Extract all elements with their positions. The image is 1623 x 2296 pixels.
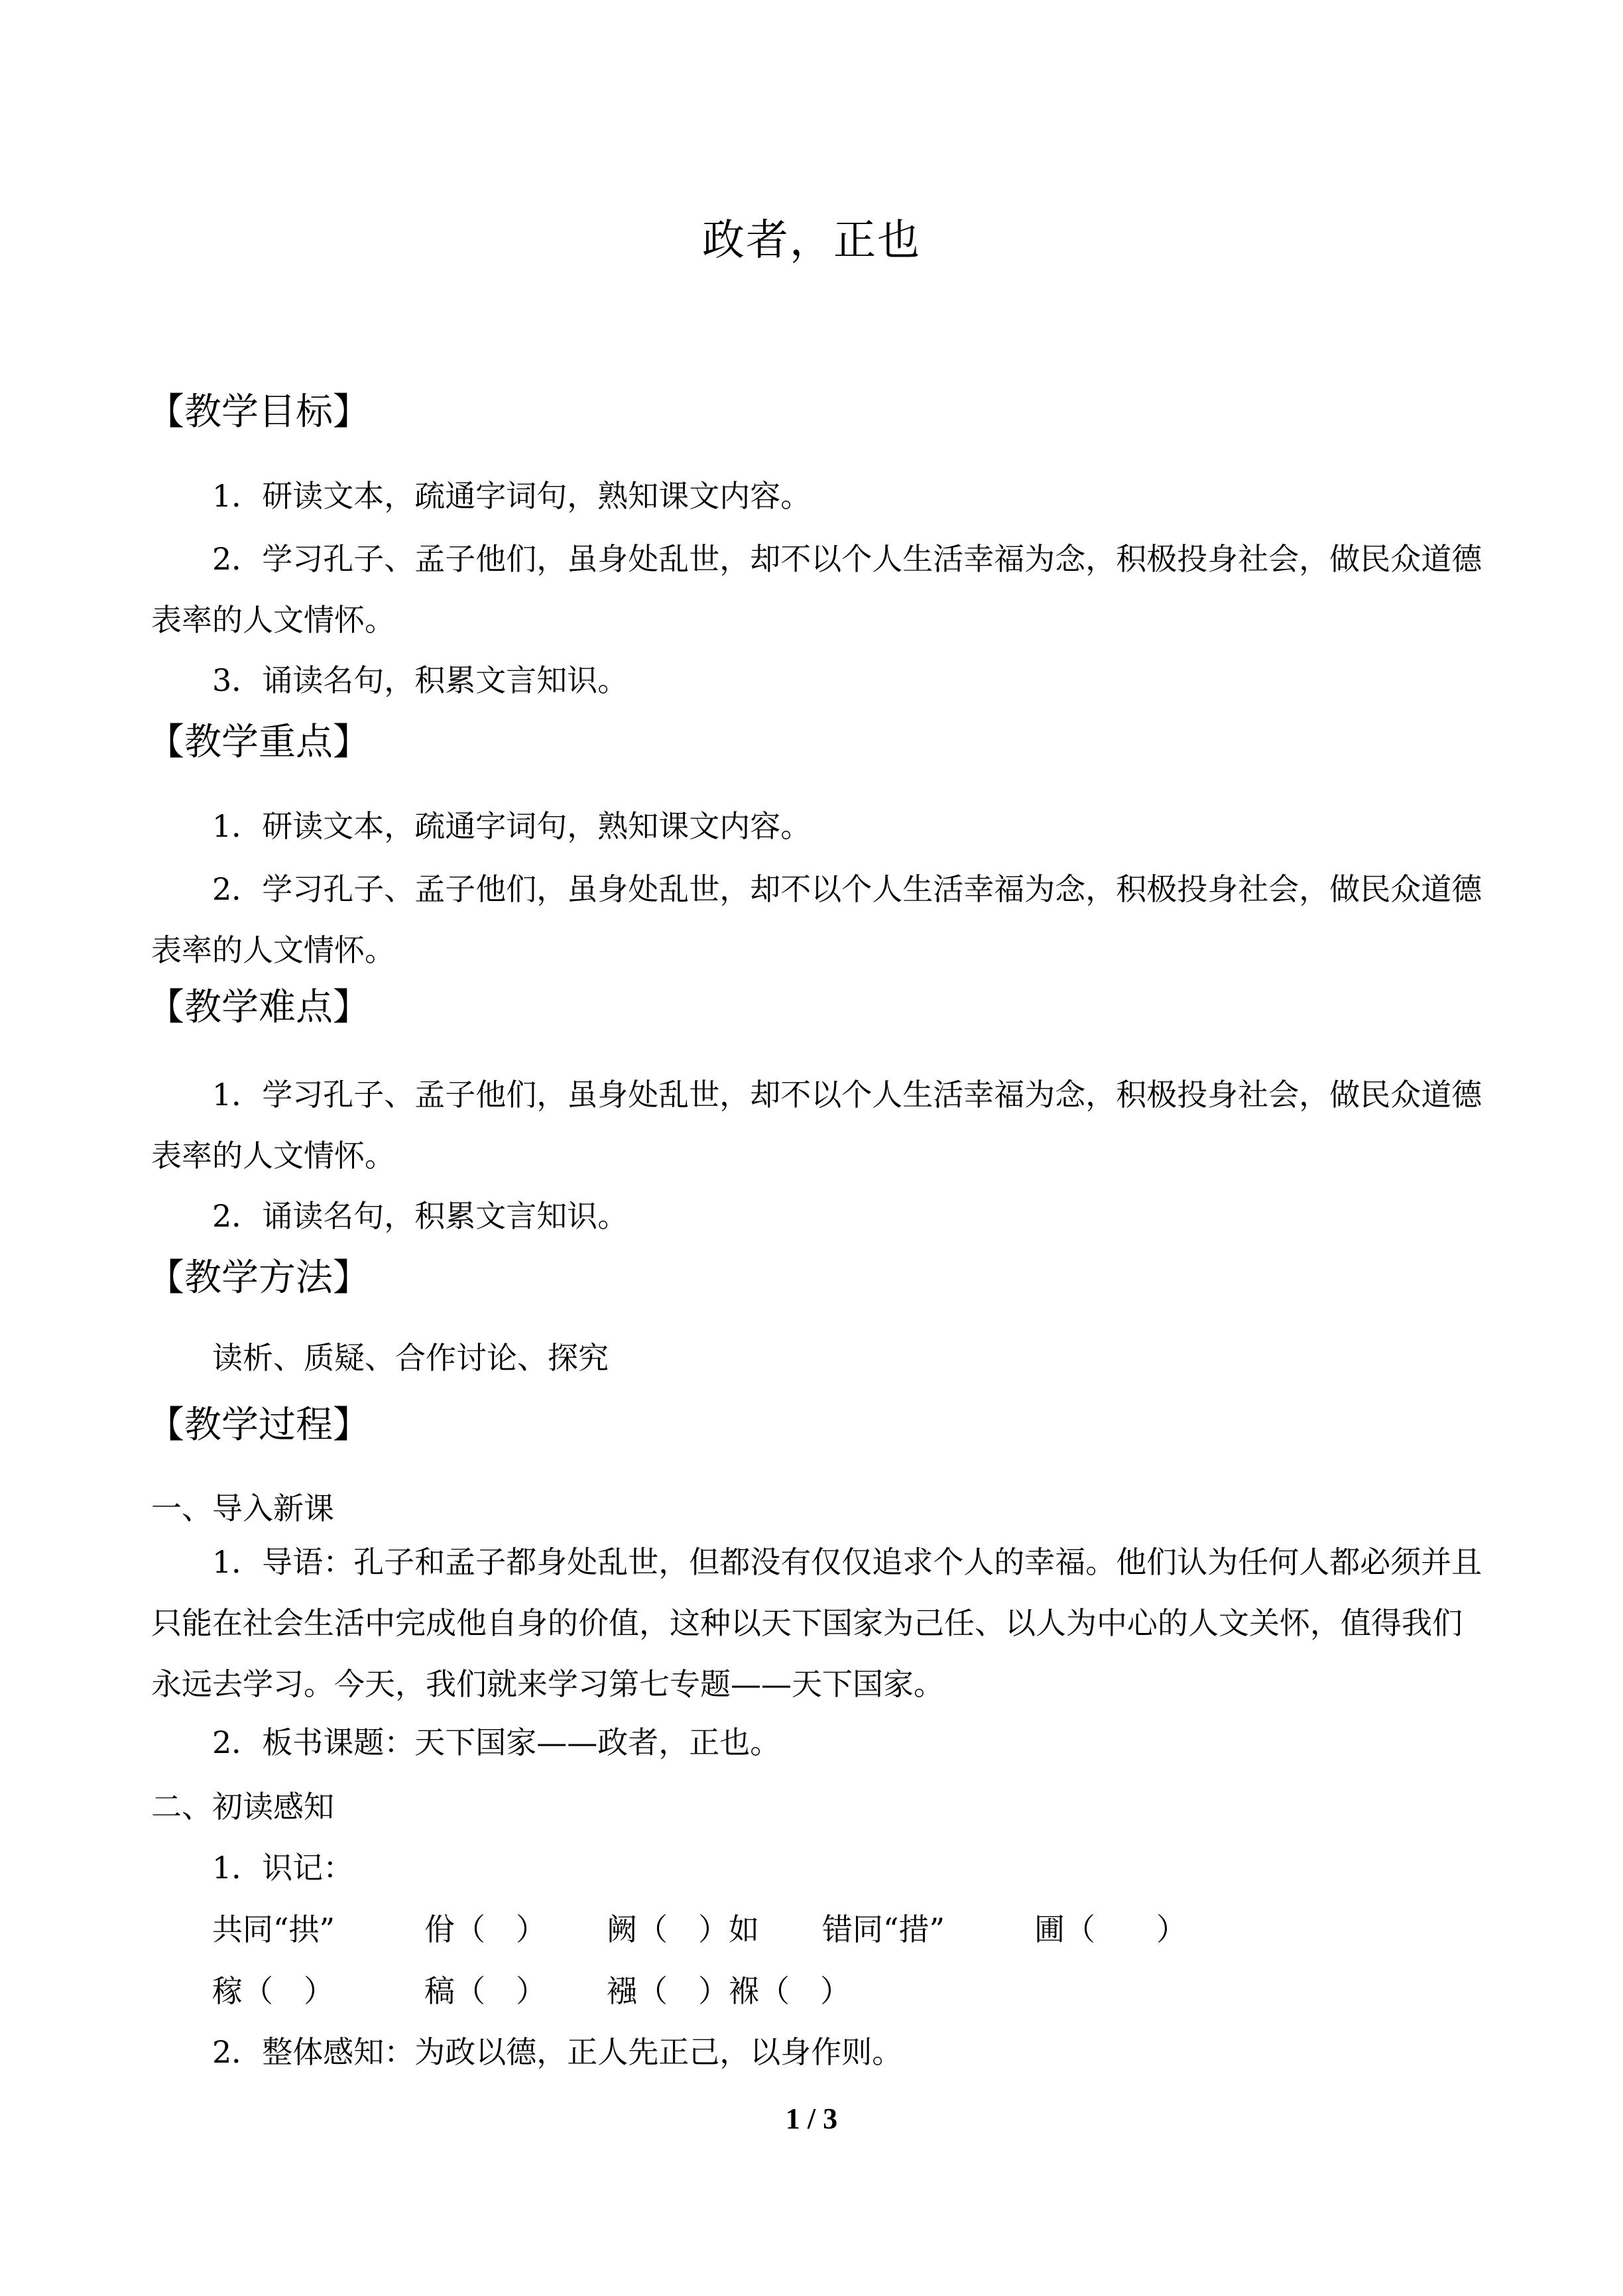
heading-methods: 【教学方法】 [147,1256,370,1299]
key-point-item: 2．学习孔子、孟子他们，虽身处乱世，却不以个人生活幸福为念，积极投身社会，做民众道德表率的人文情怀。 [151,871,1482,968]
process-item: 2．板书课题：天下国家——政者，正也。 [212,1724,781,1760]
heading-objectives: 【教学目标】 [147,391,370,434]
objective-item: 1．研读文本，疏通字词句，熟知课文内容。 [212,478,812,514]
vocab-word: 稼（ ） [212,1973,334,2009]
process-item: 2．整体感知：为政以德，正人先正己，以身作则。 [212,2034,903,2070]
objective-item: 3．诵读名句，积累文言知识。 [212,662,629,698]
process-part-title: 一、导入新课 [151,1490,334,1526]
page-title: 政者，正也 [702,216,921,265]
vocab-word: 错同“措” [822,1911,945,1947]
methods-text: 读析、质疑、合作讨论、探究 [212,1340,609,1376]
vocab-word: 襁（ ）褓（ ） [607,1973,851,2009]
heading-process: 【教学过程】 [147,1404,370,1447]
process-item: 1．识记： [212,1850,354,1886]
heading-difficulties: 【教学难点】 [147,986,370,1029]
objective-item: 2．学习孔子、孟子他们，虽身处乱世，却不以个人生活幸福为念，积极投身社会，做民众道德表率的人文情怀。 [151,541,1482,638]
process-part-title: 二、初读感知 [151,1789,334,1825]
vocab-word: 稿（ ） [424,1973,546,2009]
heading-key-points: 【教学重点】 [147,721,370,764]
process-item: 1．导语：孔子和孟子都身处乱世，但都没有仅仅追求个人的幸福。他们认为任何人都必须并且只能在社会生活中完成他自身的价值，这种以天下国家为己任、以人为中心的人文关怀，值得我们永远去学习。今天，我们就来学习第七专题——天下国家。 [151,1544,1482,1702]
vocab-word: 阙（ ）如 [607,1911,759,1947]
vocab-word: 共同“拱” [212,1911,335,1947]
vocab-word: 佾（ ） [424,1911,546,1947]
vocab-word: 圃（ ） [1034,1911,1187,1947]
difficulty-item: 1．学习孔子、孟子他们，虽身处乱世，却不以个人生活幸福为念，积极投身社会，做民众道德表率的人文情怀。 [151,1077,1482,1174]
page-number: 1 / 3 [785,2102,838,2135]
difficulty-item: 2．诵读名句，积累文言知识。 [212,1198,629,1234]
key-point-item: 1．研读文本，疏通字词句，熟知课文内容。 [212,808,812,844]
